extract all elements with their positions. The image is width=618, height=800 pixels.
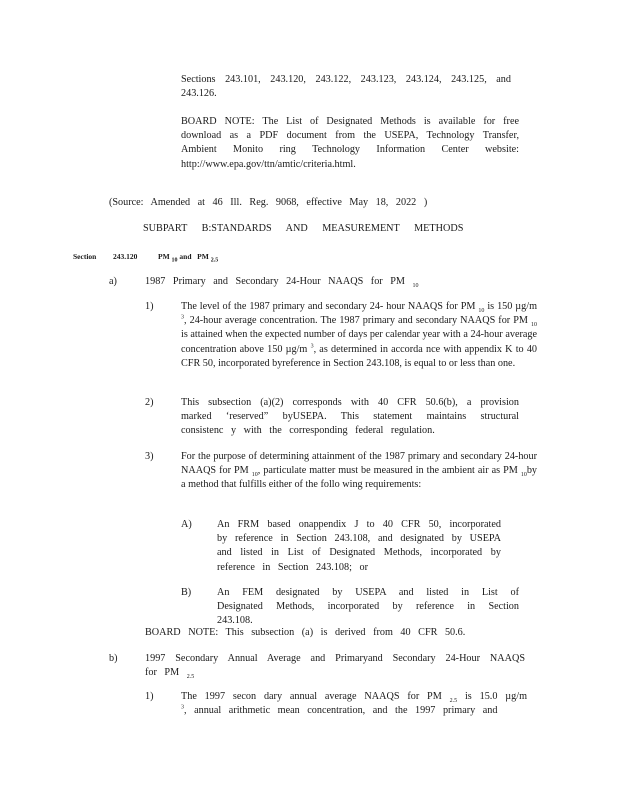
section-number: 243.120 — [113, 252, 138, 261]
subsection-a-heading: 1987 Primary and Secondary 24-Hour NAAQS for PM $_{10}$ — [145, 276, 419, 290]
intro-board-note: BOARD NOTE: The List of Designated Methods is available for free download as a PDF document from the USEPA, Technology Transfer, Ambient Monito ring Technology Information Center website: http://www.epa.gov/ttn/amtic/criteria.html. — [181, 116, 519, 170]
source-note: (Source: Amended at 46 Ill. Reg. 9068, effective May 18, 2022 ) — [109, 197, 428, 208]
subitem-B-label: B) — [181, 587, 192, 598]
sections-list: Sections 243.101, 243.120, 243.122, 243.123, 243.124, 243.125, and 243.126. — [181, 74, 511, 100]
subitem-A-text: An FRM based onappendix J to 40 CFR 50, incorporated by reference in Section 243.108, and designated by USEPA and listed in List of Designated Methods, incorporated by reference in Section 243.108; or — [217, 519, 501, 573]
item-b1-text: The 1997 secon dary annual average NAAQS for PM $_{2.5}$ is 15.0 µg/m $^3$, annual arithmetic mean concentration, and the 1997 primary and — [181, 691, 527, 717]
item-b1-number: 1) — [145, 691, 154, 702]
subitem-B-text: An FEM designated by USEPA and listed in List of Designated Methods, incorporated by reference in Section 243.108. — [217, 587, 519, 627]
subpart-heading: SUBPART B:STANDARDS AND MEASUREMENT METHODS — [143, 223, 464, 234]
subsection-a-board-note: BOARD NOTE: This subsection (a) is derived from 40 CFR 50.6. — [145, 627, 466, 638]
item-a2-text: This subsection (a)(2) corresponds with 40 CFR 50.6(b), a provision marked ‘reserved” byUSEPA. This statement maintains structural consistenc y with the corresponding federal regulation. — [181, 397, 519, 437]
item-a3-number: 3) — [145, 451, 154, 462]
section-title: PM $_{10}$ and PM $_{2.5}$ — [158, 252, 219, 264]
subsection-b-label: b) — [109, 653, 118, 664]
section-label: Section — [73, 252, 97, 261]
subsection-b-heading: 1997 Secondary Annual Average and Primaryand Secondary 24-Hour NAAQS for PM $_{2.5}$ — [145, 653, 525, 681]
item-a2-number: 2) — [145, 397, 154, 408]
item-a3-text: For the purpose of determining attainment of the 1987 primary and secondary 24-hour NAAQS for PM $_{10}$, particulate matter must be measured in the ambient air as PM $_{10}$by a method that fulfills either of the follo wing requirements: — [181, 451, 538, 491]
item-a1-text: The level of the 1987 primary and secondary 24- hour NAAQS for PM $_{10}$ is 150 µg/m $^3$, 24-hour average concentration. The 1987 primary and secondary NAAQS for PM $_{10}$ is attained when the expected number of days per calendar year with a 24-hour average concentration above 150 µg/m $^3$, as determined in accorda nce with appendix K to 40 CFR 50, incorporated byreference in Section 243.108, is equal to or less than one. — [181, 301, 538, 369]
item-a1-number: 1) — [145, 301, 154, 312]
subitem-A-label: A) — [181, 519, 192, 530]
subsection-a-label: a) — [109, 276, 117, 287]
